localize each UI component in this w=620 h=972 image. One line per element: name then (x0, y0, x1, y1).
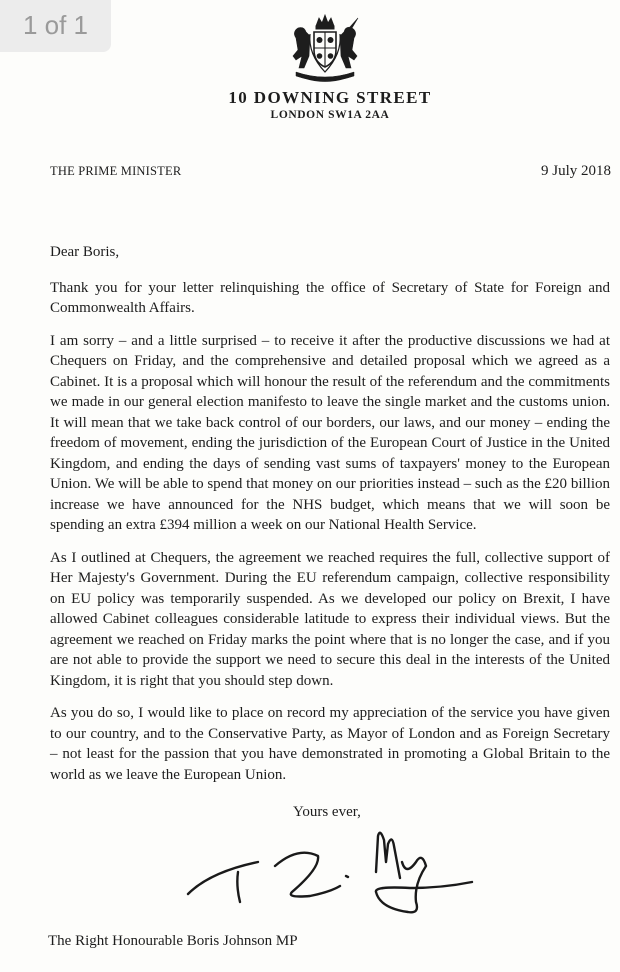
sender-title: THE PRIME MINISTER (50, 164, 182, 178)
paragraph: As you do so, I would like to place on record my appreciation of the service you have given to our country, and to the Conservative Party, as Mayor of London and as Foreign Secretary – not least for the passion that you have demonstrated in promoting a Global Britain to the world as we leave the European Union. (50, 705, 610, 783)
royal-coat-of-arms-icon (284, 12, 366, 88)
letterhead-address: 10 DOWNING STREET (228, 88, 432, 107)
letterhead-postcode: LONDON SW1A 2AA (270, 109, 390, 121)
page-indicator: 1 of 1 (0, 0, 111, 52)
letter-body (50, 242, 610, 797)
salutation: Dear Boris, (50, 244, 120, 260)
paragraph: I am sorry – and a little surprised – to receive it after the productive discussions we had at Chequers on Friday, and the comprehensive and detailed proposal which we agreed as a Cabinet. It is a proposal which will honour the result of the referendum and the commitments we made in our general election manifesto to leave the single market and the customs union. It will mean that we take back control of our borders, our laws, and our money – ending the freedom of movement, ending the jurisdiction of the European Court of Justice in the United Kingdom, and ending the days of sending vast sums of taxpayers' money to the European Union. We will be able to spend that money on our priorities instead – such as the £20 billion increase we have announced for the NHS budget, which means that we will soon be spending an extra £394 million a week on our National Health Service. (50, 332, 610, 533)
signoff: Yours ever, (293, 804, 361, 820)
paragraph: As I outlined at Chequers, the agreement we reached requires the full, collective support of Her Majesty's Government. During the EU referendum campaign, collective responsibility on EU policy was temporarily suspended. As we developed our policy on Brexit, I have allowed Cabinet colleagues considerable latitude to express their individual views. But the agreement we reached on Friday marks the point where that is no longer the case, and if you are not able to provide the support we need to secure this deal in the interests of the United Kingdom, it is right that you should step down. (50, 549, 610, 689)
recipient-name: The Right Honourable Boris Johnson MP (48, 933, 298, 949)
handwritten-signature-icon (180, 822, 480, 917)
paragraph: Thank you for your letter relinquishing the office of Secretary of State for Foreign and Commonwealth Affairs. (50, 279, 610, 316)
letter-date: 9 July 2018 (540, 163, 611, 179)
